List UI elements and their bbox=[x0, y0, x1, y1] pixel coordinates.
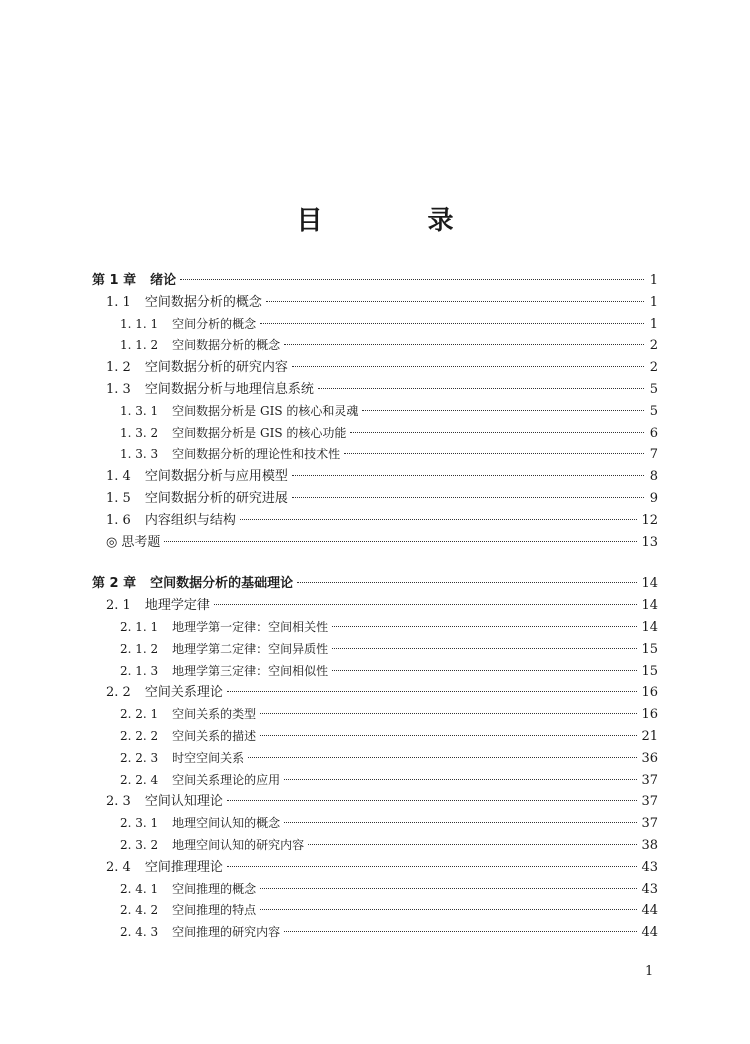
entry-title: 空间数据分析的基础理论 bbox=[150, 576, 294, 592]
entry-page-number: 36 bbox=[641, 750, 658, 766]
entry-page-number: 5 bbox=[649, 381, 658, 397]
toc-subsection-entry[interactable] bbox=[92, 423, 658, 445]
entry-page-number: 1 bbox=[649, 273, 658, 288]
entry-title: 空间数据分析的研究内容 bbox=[144, 360, 288, 376]
dot-leader bbox=[260, 713, 637, 714]
toc-chapter-entry[interactable] bbox=[92, 573, 658, 595]
entry-title: 时空空间关系 bbox=[172, 750, 245, 765]
entry-page-number: 5 bbox=[649, 403, 658, 419]
entry-number: 1. 1 bbox=[106, 294, 131, 310]
entry-page-number: 43 bbox=[641, 881, 658, 897]
entry-page-number: 15 bbox=[641, 641, 658, 657]
entry-number: 2. 4. 1 bbox=[120, 881, 159, 896]
dot-leader bbox=[214, 604, 638, 605]
toc-subsection-entry[interactable] bbox=[92, 401, 658, 423]
entry-number: 1. 3. 2 bbox=[120, 425, 159, 440]
entry-title: 空间关系的类型 bbox=[172, 707, 257, 722]
toc-section-entry[interactable] bbox=[92, 857, 658, 879]
toc-subsection-entry[interactable] bbox=[92, 617, 658, 639]
dot-leader bbox=[362, 410, 644, 411]
entry-page-number: 1 bbox=[649, 316, 658, 332]
toc-section-entry[interactable] bbox=[92, 466, 658, 488]
entry-title: 空间关系理论 bbox=[144, 685, 223, 701]
entry-title: 地理学第一定律：空间相关性 bbox=[172, 619, 329, 634]
entry-title: 空间数据分析的概念 bbox=[172, 338, 281, 353]
entry-page-number: 9 bbox=[649, 490, 658, 506]
entry-number: 2. 3 bbox=[106, 794, 131, 810]
toc-subsection-entry[interactable] bbox=[92, 879, 658, 901]
entry-title: 空间数据分析是 GIS 的核心功能 bbox=[172, 425, 347, 440]
entry-title: 内容组织与结构 bbox=[144, 512, 236, 528]
toc-subsection-entry[interactable] bbox=[92, 900, 658, 922]
entry-page-number: 16 bbox=[641, 685, 658, 701]
dot-leader bbox=[248, 757, 637, 758]
entry-title: 空间数据分析与地理信息系统 bbox=[144, 381, 314, 397]
toc-subsection-entry[interactable] bbox=[92, 639, 658, 661]
entry-number: 2. 3. 2 bbox=[120, 837, 159, 852]
entry-title: 空间数据分析是 GIS 的核心和灵魂 bbox=[172, 403, 359, 418]
entry-number: 1. 4 bbox=[106, 469, 131, 485]
toc-subsection-entry[interactable] bbox=[92, 813, 658, 835]
entry-page-number: 43 bbox=[641, 859, 658, 875]
dot-leader bbox=[164, 541, 637, 542]
dot-leader bbox=[350, 432, 644, 433]
toc-subsection-entry[interactable] bbox=[92, 314, 658, 336]
dot-leader bbox=[227, 866, 638, 867]
dot-leader bbox=[240, 519, 638, 520]
dot-leader bbox=[292, 497, 644, 498]
entry-title: 空间认知理论 bbox=[144, 794, 223, 810]
entry-number: 2. 3. 1 bbox=[120, 816, 159, 831]
toc-section-entry[interactable] bbox=[92, 379, 658, 401]
entry-number: 第 2 章 bbox=[92, 576, 137, 592]
entry-page-number: 6 bbox=[649, 425, 658, 441]
entry-title: 地理空间认知的概念 bbox=[172, 816, 281, 831]
entry-title: 绪论 bbox=[150, 273, 177, 288]
entry-number: 2. 1. 3 bbox=[120, 663, 159, 678]
entry-number: 2. 4 bbox=[106, 859, 131, 875]
toc-subsection-entry[interactable] bbox=[92, 922, 658, 944]
toc-section-entry[interactable] bbox=[92, 357, 658, 379]
entry-title: 空间关系的描述 bbox=[172, 728, 257, 743]
entry-page-number: 38 bbox=[641, 837, 658, 853]
table-of-contents bbox=[92, 270, 658, 944]
entry-title: 地理空间认知的研究内容 bbox=[172, 837, 305, 852]
entry-page-number: 16 bbox=[641, 707, 658, 723]
entry-title: 空间数据分析的研究进展 bbox=[144, 490, 288, 506]
toc-subsection-entry[interactable] bbox=[92, 770, 658, 792]
entry-page-number: 37 bbox=[641, 794, 658, 810]
entry-page-number: 1 bbox=[649, 294, 658, 310]
toc-subsection-entry[interactable] bbox=[92, 444, 658, 466]
entry-number: 2. 4. 3 bbox=[120, 925, 159, 940]
entry-number: 2. 1. 2 bbox=[120, 641, 159, 656]
entry-number: 1. 3 bbox=[106, 381, 131, 397]
entry-page-number: 2 bbox=[649, 360, 658, 376]
dot-leader bbox=[260, 909, 637, 910]
toc-chapter-entry[interactable] bbox=[92, 270, 658, 292]
entry-page-number: 37 bbox=[641, 816, 658, 832]
dot-leader bbox=[297, 582, 637, 583]
dot-leader bbox=[260, 323, 644, 324]
entry-page-number: 13 bbox=[641, 534, 658, 550]
entry-page-number: 7 bbox=[649, 447, 658, 463]
page-number-footer: 1 bbox=[645, 964, 654, 979]
dot-leader bbox=[332, 670, 637, 671]
dot-leader bbox=[266, 301, 644, 302]
entry-number: 2. 2. 3 bbox=[120, 750, 159, 765]
entry-number: 2. 4. 2 bbox=[120, 903, 159, 918]
entry-number: 1. 2 bbox=[106, 360, 131, 376]
toc-subsection-entry[interactable] bbox=[92, 335, 658, 357]
toc-subsection-entry[interactable] bbox=[92, 704, 658, 726]
toc-subsection-entry[interactable] bbox=[92, 835, 658, 857]
toc-subsection-entry[interactable] bbox=[92, 661, 658, 683]
toc-subsection-entry[interactable] bbox=[92, 726, 658, 748]
entry-number: 1. 1. 2 bbox=[120, 338, 159, 353]
entry-number: 1. 1. 1 bbox=[120, 316, 159, 331]
toc-section-entry[interactable] bbox=[92, 682, 658, 704]
entry-title: 空间关系理论的应用 bbox=[172, 772, 281, 787]
entry-page-number: 8 bbox=[649, 469, 658, 485]
entry-title: 地理学第二定律：空间异质性 bbox=[172, 641, 329, 656]
entry-title: 思考题 bbox=[121, 534, 161, 550]
dot-leader bbox=[284, 931, 637, 932]
entry-page-number: 12 bbox=[641, 512, 658, 528]
toc-subsection-entry[interactable] bbox=[92, 748, 658, 770]
entry-number: 2. 1 bbox=[106, 598, 131, 614]
dot-leader bbox=[308, 844, 637, 845]
entry-title: 地理学定律 bbox=[144, 598, 210, 614]
chapter-gap bbox=[92, 553, 658, 573]
entry-number: 2. 2. 1 bbox=[120, 707, 159, 722]
entry-page-number: 44 bbox=[641, 903, 658, 919]
entry-number: 1. 6 bbox=[106, 512, 131, 528]
dot-leader bbox=[284, 822, 637, 823]
entry-page-number: 37 bbox=[641, 772, 658, 788]
entry-title: 空间推理的概念 bbox=[172, 881, 257, 896]
dot-leader bbox=[260, 888, 637, 889]
entry-title: 空间推理理论 bbox=[144, 859, 223, 875]
dot-leader bbox=[332, 648, 637, 649]
toc-section-entry[interactable] bbox=[92, 595, 658, 617]
entry-page-number: 15 bbox=[641, 663, 658, 679]
toc-section-entry[interactable] bbox=[92, 292, 658, 314]
dot-leader bbox=[344, 453, 644, 454]
dot-leader bbox=[292, 475, 644, 476]
entry-page-number: 44 bbox=[641, 925, 658, 941]
toc-section-entry[interactable] bbox=[92, 488, 658, 510]
entry-number: 1. 3. 3 bbox=[120, 447, 159, 462]
toc-section-entry[interactable] bbox=[92, 532, 658, 554]
entry-number: 2. 1. 1 bbox=[120, 619, 159, 634]
entry-number: ◎ bbox=[106, 534, 118, 550]
toc-section-entry[interactable] bbox=[92, 791, 658, 813]
dot-leader bbox=[227, 800, 638, 801]
entry-title: 空间数据分析的理论性和技术性 bbox=[172, 447, 341, 462]
dot-leader bbox=[318, 388, 644, 389]
dot-leader bbox=[260, 735, 637, 736]
entry-number: 1. 5 bbox=[106, 490, 131, 506]
dot-leader bbox=[284, 344, 644, 345]
toc-title: 目 录 bbox=[296, 206, 502, 236]
dot-leader bbox=[227, 691, 638, 692]
entry-page-number: 14 bbox=[641, 598, 658, 614]
entry-page-number: 14 bbox=[641, 619, 658, 635]
entry-number: 2. 2 bbox=[106, 685, 131, 701]
entry-page-number: 14 bbox=[641, 576, 658, 592]
entry-page-number: 2 bbox=[649, 338, 658, 354]
toc-section-entry[interactable] bbox=[92, 510, 658, 532]
dot-leader bbox=[292, 366, 644, 367]
entry-number: 2. 2. 4 bbox=[120, 772, 159, 787]
entry-title: 空间分析的概念 bbox=[172, 316, 257, 331]
entry-title: 空间推理的研究内容 bbox=[172, 925, 281, 940]
entry-title: 空间数据分析与应用模型 bbox=[144, 469, 288, 485]
entry-title: 地理学第三定律：空间相似性 bbox=[172, 663, 329, 678]
entry-title: 空间数据分析的概念 bbox=[144, 294, 262, 310]
entry-page-number: 21 bbox=[641, 728, 658, 744]
entry-number: 第 1 章 bbox=[92, 273, 137, 288]
dot-leader bbox=[180, 279, 644, 280]
entry-number: 1. 3. 1 bbox=[120, 403, 159, 418]
dot-leader bbox=[332, 626, 637, 627]
dot-leader bbox=[284, 779, 637, 780]
entry-title: 空间推理的特点 bbox=[172, 903, 257, 918]
entry-number: 2. 2. 2 bbox=[120, 728, 159, 743]
